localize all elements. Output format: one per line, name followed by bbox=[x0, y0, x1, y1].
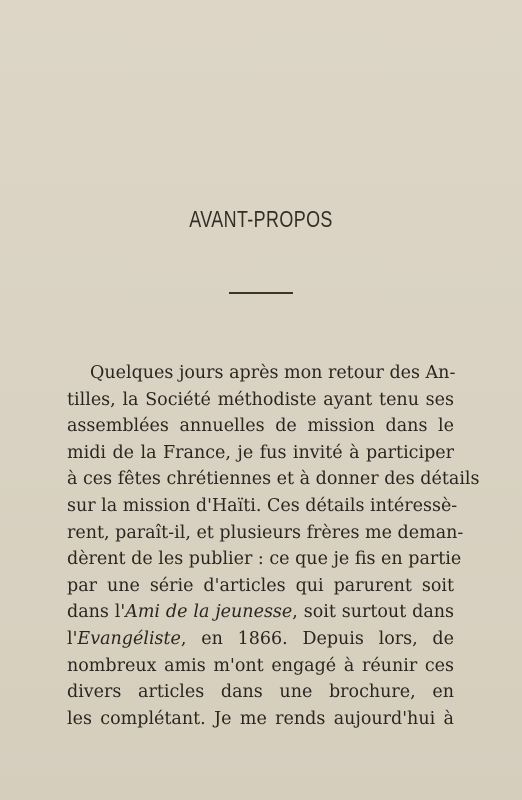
text-segment: nombreux amis m'ont engagé à réunir ces bbox=[67, 655, 454, 676]
text-line bbox=[67, 626, 454, 653]
text-line bbox=[67, 466, 480, 493]
text-line bbox=[67, 360, 454, 387]
text-line bbox=[67, 493, 458, 520]
text-segment: , soit surtout dans bbox=[292, 602, 455, 623]
text-segment: tilles, la Société méthodiste ayant tenu ses bbox=[67, 389, 454, 410]
text-line bbox=[67, 413, 454, 440]
text-segment: à ces fêtes chrétiennes et à donner des détails bbox=[67, 469, 480, 490]
text-segment: divers articles dans une brochure, en bbox=[67, 682, 454, 703]
text-segment: par une série d'articles qui parurent soit bbox=[67, 575, 454, 596]
text-segment: , en 1866. Depuis lors, de bbox=[180, 628, 454, 649]
chapter-title: AVANT-PROPOS bbox=[189, 206, 333, 232]
text-line bbox=[67, 653, 454, 680]
text-segment: assemblées annuelles de mission dans le bbox=[67, 416, 454, 437]
text-segment: Quelques jours après mon retour des An- bbox=[90, 363, 456, 383]
text-line bbox=[67, 573, 454, 600]
text-segment: les complétant. Je me rends aujourd'hui à bbox=[67, 708, 454, 729]
text-segment: dans l' bbox=[67, 602, 126, 623]
text-line bbox=[67, 520, 464, 547]
text-segment: midi de la France, je fus invité à participer bbox=[67, 442, 454, 463]
text-segment: sur la mission d'Haïti. Ces détails intéressè- bbox=[67, 495, 458, 516]
title-rule bbox=[229, 292, 293, 294]
text-segment: dèrent de les publier : ce que je fis en partie bbox=[67, 549, 462, 570]
text-line bbox=[67, 440, 454, 467]
text-line bbox=[67, 546, 462, 573]
text-segment: l' bbox=[67, 628, 78, 649]
body-paragraph bbox=[67, 360, 480, 732]
text-line bbox=[67, 706, 454, 733]
italic-title: Ami de la jeunesse bbox=[125, 602, 293, 623]
italic-title: Evangéliste bbox=[77, 628, 181, 649]
text-segment: rent, paraît-il, et plusieurs frères me deman- bbox=[67, 522, 464, 543]
text-line bbox=[67, 599, 454, 626]
text-line bbox=[67, 679, 454, 706]
text-line bbox=[67, 387, 454, 414]
